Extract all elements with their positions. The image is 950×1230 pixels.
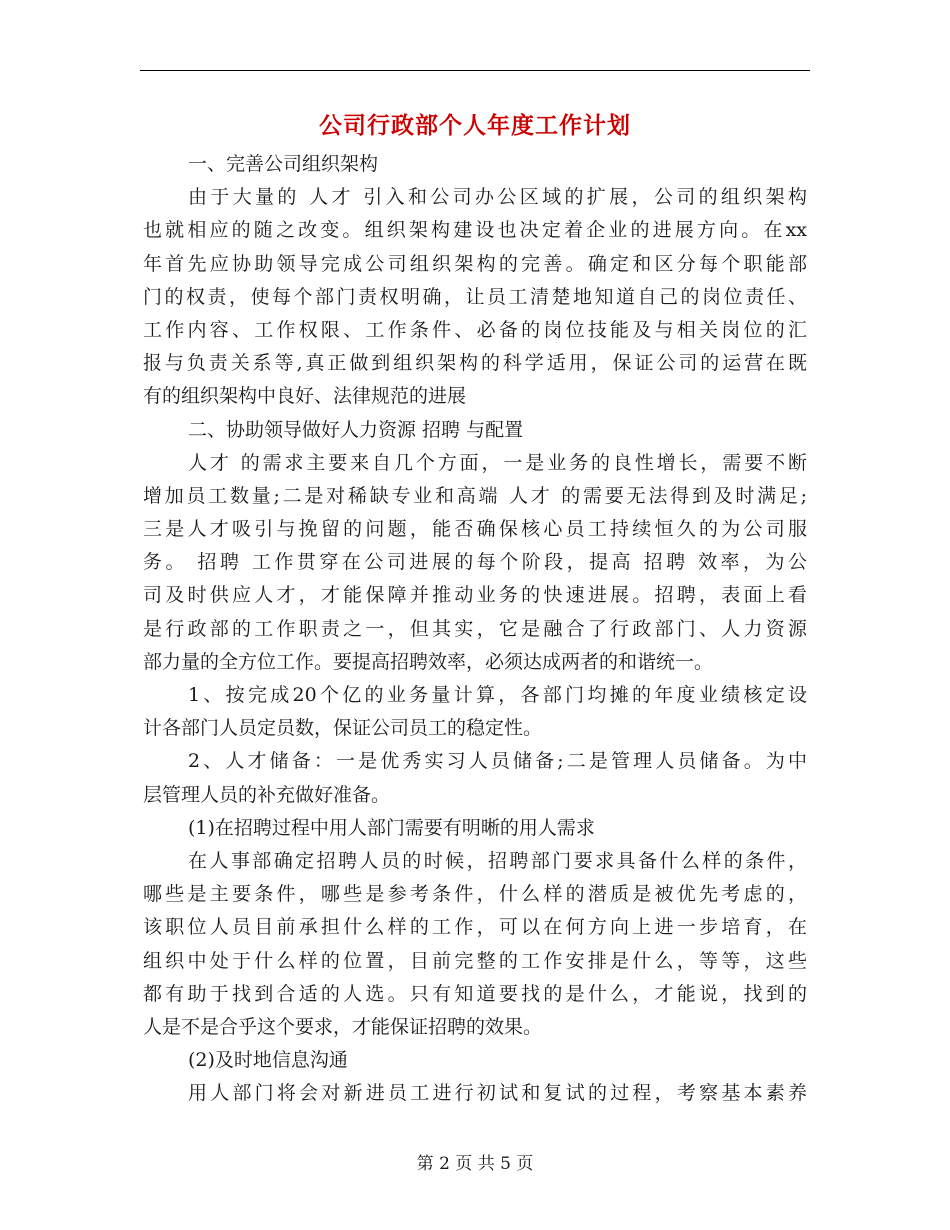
text-line: 计各部门人员定员数，保证公司员工的稳定性。 bbox=[143, 717, 543, 740]
text-line: 2、人才储备：一是优秀实习人员储备;二是管理人员储备。为中 bbox=[188, 750, 807, 773]
text-line: 门的权责，使每个部门责权明确，让员工清楚地知道自己的岗位责任、 bbox=[143, 285, 807, 308]
text-line: 1、按完成20个亿的业务量计算，各部门均摊的年度业绩核定设 bbox=[188, 684, 807, 706]
text-line: 用人部门将会对新进员工进行初试和复试的过程，考察基本素养 bbox=[188, 1082, 807, 1105]
page-title: 公司行政部个人年度工作计划 bbox=[319, 112, 631, 139]
text-line: 由于大量的 人才 引入和公司办公区域的扩展，公司的组织架构 bbox=[188, 186, 807, 209]
text-line: (1)在招聘过程中用人部门需要有明晰的用人需求 bbox=[188, 816, 595, 839]
text-line: 组织中处于什么样的位置，目前完整的工作安排是什么，等等，这些 bbox=[143, 949, 807, 972]
text-line: 工作内容、工作权限、工作条件、必备的岗位技能及与相关岗位的汇 bbox=[143, 318, 807, 341]
text-line: 年首先应协助领导完成公司组织架构的完善。确定和区分每个职能部 bbox=[143, 252, 807, 275]
text-line: (2)及时地信息沟通 bbox=[188, 1049, 348, 1072]
text-line: 报与负责关系等,真正做到组织架构的科学适用，保证公司的运营在既 bbox=[143, 352, 807, 375]
text-line: 哪些是主要条件，哪些是参考条件，什么样的潜质是被优先考虑的， bbox=[143, 883, 807, 906]
text-line: 务。 招聘 工作贯穿在公司进展的每个阶段，提高 招聘 效率，为公 bbox=[143, 551, 807, 574]
text-line: 部力量的全方位工作。要提高招聘效率，必须达成两者的和谐统一。 bbox=[143, 650, 714, 673]
text-line: 二、协助领导做好人力资源 招聘 与配置 bbox=[188, 418, 524, 441]
header-rule bbox=[140, 70, 810, 71]
text-line: 在人事部确定招聘人员的时候，招聘部门要求具备什么样的条件， bbox=[188, 849, 807, 872]
text-line: 是行政部的工作职责之一，但其实，它是融合了行政部门、人力资源 bbox=[143, 617, 807, 640]
text-line: 人才 的需求主要来自几个方面，一是业务的良性增长，需要不断 bbox=[188, 451, 807, 474]
text-line: 层管理人员的补充做好准备。 bbox=[143, 783, 391, 806]
text-line: 也就相应的随之改变。组织架构建设也决定着企业的进展方向。在xx bbox=[143, 219, 807, 242]
text-line: 都有助于找到合适的人选。只有知道要找的是什么，才能说，找到的 bbox=[143, 982, 807, 1005]
text-line: 人是不是合乎这个要求，才能保证招聘的效果。 bbox=[143, 1015, 543, 1038]
text-line: 一、完善公司组织架构 bbox=[188, 153, 379, 175]
text-line: 有的组织架构中良好、法律规范的进展 bbox=[143, 385, 467, 408]
text-line: 增加员工数量;二是对稀缺专业和高端 人才 的需要无法得到及时满足; bbox=[143, 484, 807, 507]
text-line: 该职位人员目前承担什么样的工作，可以在何方向上进一步培育，在 bbox=[143, 916, 807, 939]
text-line: 司及时供应人才，才能保障并推动业务的快速进展。招聘，表面上看 bbox=[143, 584, 807, 607]
page-number: 第 2 页 共 5 页 bbox=[416, 1154, 534, 1174]
text-line: 三是人才吸引与挽留的问题，能否确保核心员工持续恒久的为公司服 bbox=[143, 518, 807, 541]
document-body bbox=[143, 148, 807, 1110]
